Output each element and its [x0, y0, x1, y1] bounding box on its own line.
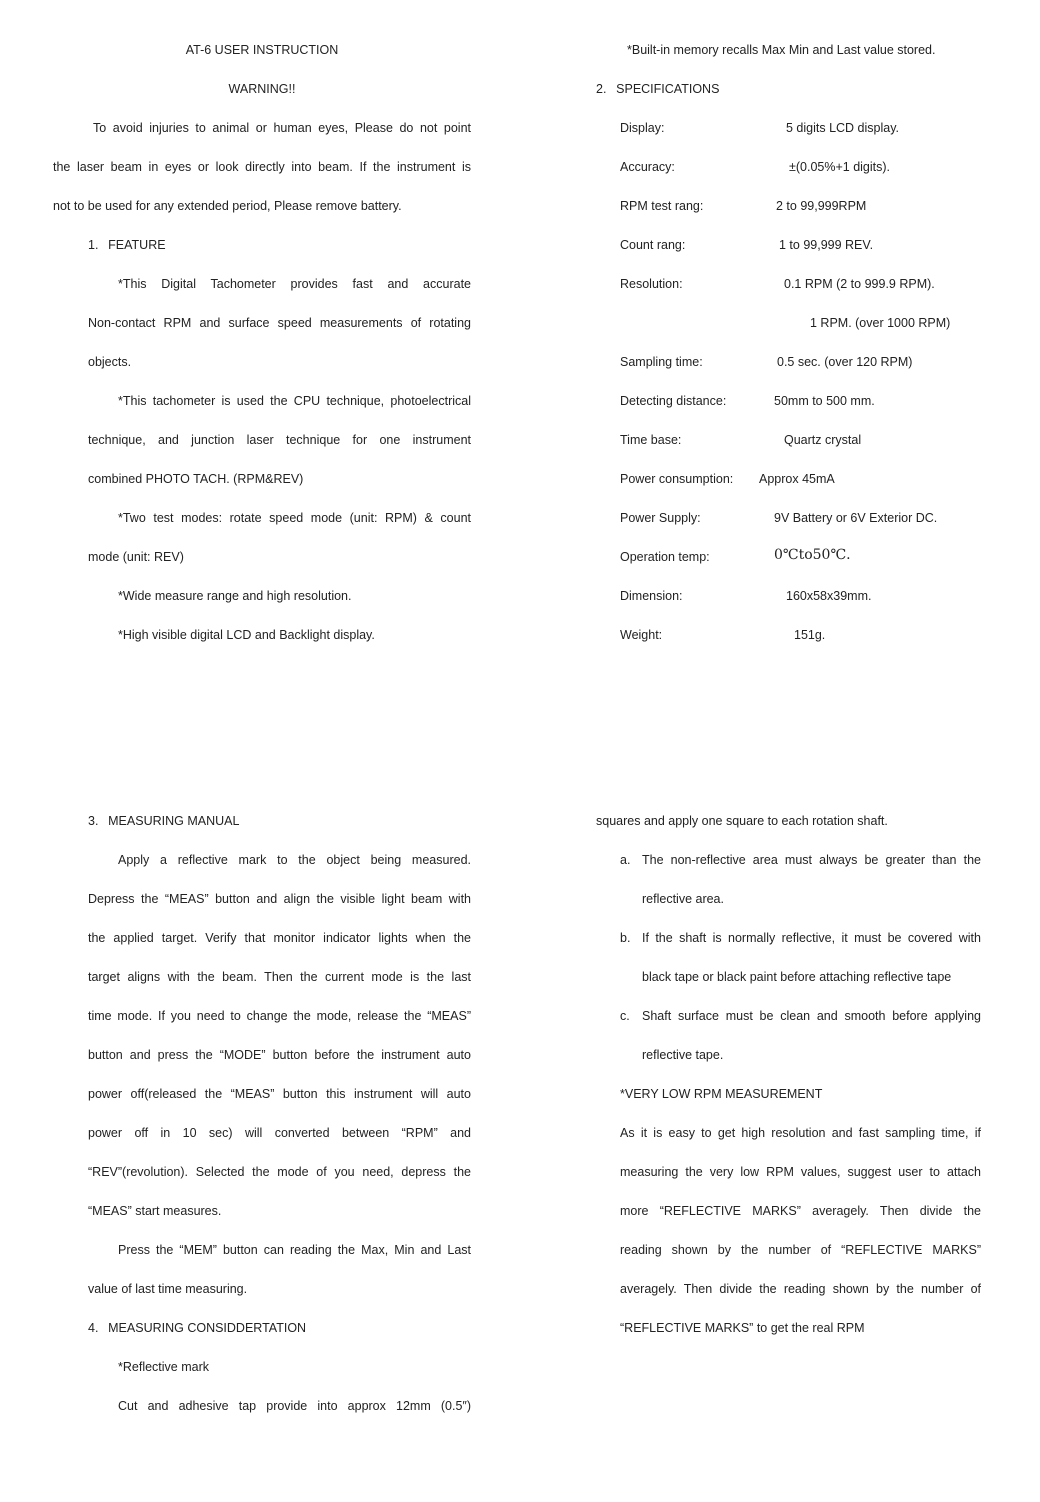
warning-line: To avoid injuries to animal or human eyes, Please do not point — [93, 121, 471, 135]
spec-value: 9V Battery or 6V Exterior DC. — [774, 511, 938, 525]
manual-line: “MEAS” start measures. — [88, 1204, 222, 1218]
document-title: AT-6 USER INSTRUCTION — [185, 43, 339, 57]
warning-line: not to be used for any extended period, Please remove battery. — [53, 199, 402, 213]
manual-line: Press the “MEM” button can reading the Max, Min and Last — [118, 1243, 471, 1257]
feature-line: *Two test modes: rotate speed mode (unit: RPM) & count — [118, 511, 471, 525]
list-marker: a. — [620, 853, 631, 867]
warning-line: the laser beam in eyes or look directly into beam. If the instrument is — [53, 160, 471, 174]
low-rpm-line: reading shown by the number of “REFLECTIVE MARKS” — [620, 1243, 981, 1257]
spec-value: 0.1 RPM (2 to 999.9 RPM). — [784, 277, 935, 291]
spec-value: Quartz crystal — [784, 433, 862, 447]
measuring-manual-heading: 3. MEASURING MANUAL — [88, 814, 240, 828]
spec-value: 0.5 sec. (over 120 RPM) — [777, 355, 913, 369]
feature-line: *This Digital Tachometer provides fast and accurate — [118, 277, 471, 291]
spec-label: Weight: — [620, 628, 663, 642]
spec-label: Power Supply: — [620, 511, 701, 525]
consideration-line: Cut and adhesive tap provide into approx 12mm (0.5″) — [118, 1399, 471, 1413]
list-item-line: The non-reflective area must always be greater than the — [642, 853, 981, 867]
list-item-line: reflective tape. — [642, 1048, 724, 1062]
low-rpm-heading: *VERY LOW RPM MEASUREMENT — [620, 1087, 823, 1101]
consideration-line: squares and apply one square to each rotation shaft. — [596, 814, 888, 828]
low-rpm-line: “REFLECTIVE MARKS” to get the real RPM — [620, 1321, 865, 1335]
spec-label: Count rang: — [620, 238, 686, 252]
feature-line: technique, and junction laser technique for one instrument — [88, 433, 471, 447]
spec-value: 0℃to50℃. — [774, 547, 851, 563]
feature-heading: 1. FEATURE — [88, 238, 166, 252]
spec-value: 2 to 99,999RPM — [776, 199, 867, 213]
low-rpm-line: averagely. Then divide the reading shown by the number of — [620, 1282, 981, 1296]
feature-line: *This tachometer is used the CPU technique, photoelectrical — [118, 394, 471, 408]
spec-label: Display: — [620, 121, 665, 135]
manual-line: target aligns with the beam. Then the current mode is the last — [88, 970, 471, 984]
feature-line: *Built-in memory recalls Max Min and Last value stored. — [627, 43, 936, 57]
spec-value: Approx 45mA — [759, 472, 835, 486]
manual-line: the applied target. Verify that monitor indicator lights when the — [88, 931, 471, 945]
feature-line: *High visible digital LCD and Backlight display. — [118, 628, 375, 642]
spec-value: 5 digits LCD display. — [786, 121, 900, 135]
list-marker: c. — [620, 1009, 630, 1023]
spec-value: 151g. — [794, 628, 826, 642]
manual-line: time mode. If you need to change the mode, release the “MEAS” — [88, 1009, 471, 1023]
manual-line: Apply a reflective mark to the object being measured. — [118, 853, 471, 867]
feature-line: objects. — [88, 355, 132, 369]
feature-line: combined PHOTO TACH. (RPM&REV) — [88, 472, 304, 486]
measuring-consideration-heading: 4. MEASURING CONSIDDERTATION — [88, 1321, 307, 1335]
manual-line: Depress the “MEAS” button and align the visible light beam with — [88, 892, 471, 906]
spec-label: Time base: — [620, 433, 682, 447]
manual-line: “REV”(revolution). Selected the mode of you need, depress the — [88, 1165, 471, 1179]
list-item-line: reflective area. — [642, 892, 724, 906]
list-item-line: black tape or black paint before attaching reflective tape — [642, 970, 952, 984]
low-rpm-line: measuring the very low RPM values, suggest user to attach — [620, 1165, 981, 1179]
feature-line: Non-contact RPM and surface speed measurements of rotating — [88, 316, 471, 330]
feature-line: *Wide measure range and high resolution. — [118, 589, 352, 603]
manual-line: value of last time measuring. — [88, 1282, 248, 1296]
spec-label: Operation temp: — [620, 550, 710, 564]
low-rpm-line: As it is easy to get high resolution and fast sampling time, if — [620, 1126, 981, 1140]
spec-value: 50mm to 500 mm. — [774, 394, 875, 408]
spec-label: Dimension: — [620, 589, 683, 603]
spec-label: RPM test rang: — [620, 199, 704, 213]
consideration-line: *Reflective mark — [118, 1360, 209, 1374]
spec-label: Power consumption: — [620, 472, 734, 486]
spec-label: Accuracy: — [620, 160, 675, 174]
spec-value: 1 RPM. (over 1000 RPM) — [810, 316, 951, 330]
spec-label: Sampling time: — [620, 355, 703, 369]
low-rpm-line: more “REFLECTIVE MARKS” averagely. Then divide the — [620, 1204, 981, 1218]
list-item-line: If the shaft is normally reflective, it must be covered with — [642, 931, 981, 945]
spec-label: Detecting distance: — [620, 394, 727, 408]
spec-label: Resolution: — [620, 277, 683, 291]
manual-line: power off(released the “MEAS” button this instrument will auto — [88, 1087, 471, 1101]
spec-value: 160x58x39mm. — [786, 589, 872, 603]
spec-value: 1 to 99,999 REV. — [779, 238, 874, 252]
list-marker: b. — [620, 931, 631, 945]
spec-value: ±(0.05%+1 digits). — [789, 160, 891, 174]
warning-heading: WARNING!! — [228, 82, 296, 96]
list-item-line: Shaft surface must be clean and smooth before applying — [642, 1009, 981, 1023]
feature-line: mode (unit: REV) — [88, 550, 184, 564]
specifications-heading: 2. SPECIFICATIONS — [596, 82, 720, 96]
manual-line: button and press the “MODE” button before the instrument auto — [88, 1048, 471, 1062]
manual-line: power off in 10 sec) will converted between “RPM” and — [88, 1126, 471, 1140]
